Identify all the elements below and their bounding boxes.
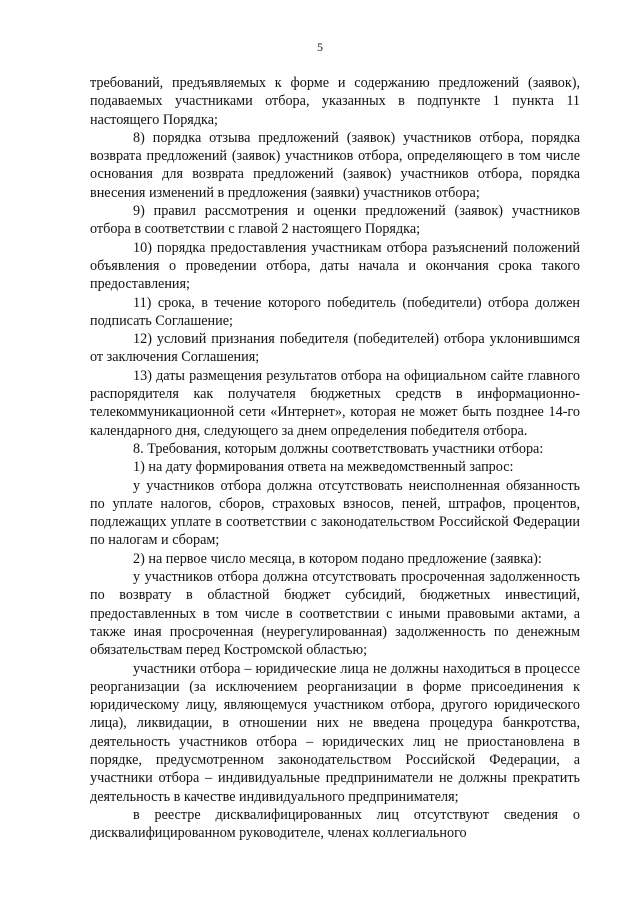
paragraph: в реестре дисквалифицированных лиц отсутствуют сведения о дисквалифицированном руководителе, членах коллегиального — [90, 806, 580, 842]
paragraph: 12) условий признания победителя (победителей) отбора уклонившимся от заключения Соглашения; — [90, 331, 580, 366]
paragraph: у участников отбора должна отсутствовать просроченная задолженность по возврату в областной бюджет субсидий, бюджетных инвестиций, предоставленных в том числе в соответствии с иными правовыми актами, а также иная просроченная (неурегулированная) задолженность по денежным обязательствам перед Костромской областью; — [90, 569, 580, 659]
paragraph: требований, предъявляемых к форме и содержанию предложений (заявок), подаваемых участниками отбора, указанных в подпункте 1 пункта 11 настоящего Порядка; — [90, 75, 580, 128]
paragraph: 1) на дату формирования ответа на межведомственный запрос: — [133, 459, 514, 476]
paragraph: 8. Требования, которым должны соответствовать участники отбора: — [133, 440, 544, 457]
paragraph: 9) правил рассмотрения и оценки предложений (заявок) участников отбора в соответствии с главой 2 настоящего Порядка; — [90, 203, 580, 238]
paragraph: 2) на первое число месяца, в котором подано предложение (заявка): — [133, 550, 542, 567]
paragraph: 11) срока, в течение которого победитель (победители) отбора должен подписать Соглашение; — [90, 294, 580, 329]
paragraph: 13) даты размещения результатов отбора на официальном сайте главного распорядителя как получателя бюджетных средств в информационно-телекоммуникационной сети «Интернет», которая не может быть позднее 14-го календарного дня, следующего за днем определения победителя отбора. — [90, 367, 580, 439]
page-number: 5 — [317, 40, 323, 54]
document-body — [90, 74, 580, 842]
paragraph: у участников отбора должна отсутствовать неисполненная обязанность по уплате налогов, сборов, страховых взносов, пеней, штрафов, процентов, подлежащих уплате в соответствии с законодательством Российской Федерации по налогам и сборам; — [90, 477, 580, 549]
paragraph: 10) порядка предоставления участникам отбора разъяснений положений объявления о проведении отбора, даты начала и окончания срока такого предоставления; — [90, 239, 580, 293]
paragraph: 8) порядка отзыва предложений (заявок) участников отбора, порядка возврата предложений (заявок) участников отбора, определяющего в том числе основания для возврата предложений (заявок) участников отбора, порядка внесения изменений в предложения (заявки) участников отбора; — [90, 129, 580, 201]
paragraph: участники отбора – юридические лица не должны находиться в процессе реорганизации (за исключением реорганизации в форме присоединения к юридическому лицу, являющемуся участником отбора, другого юридического лица), ликвидации, в отношении них не введена процедура банкротства, деятельность участников отбора – юридических лиц не приостановлена в порядке, предусмотренном законодательством Российской Федерации, а участники отбора – индивидуальные предприниматели не должны прекратить деятельность в качестве индивидуального предпринимателя; — [90, 660, 580, 805]
